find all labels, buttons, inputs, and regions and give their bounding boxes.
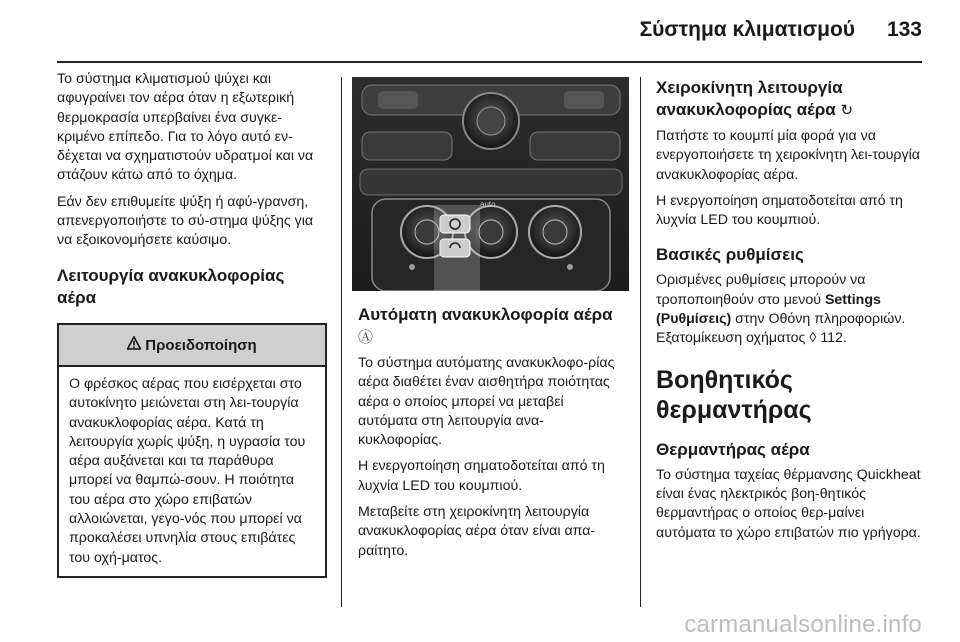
heading-text: Χειροκίνητη λειτουργία ανακυκλοφορίας αέρα	[656, 78, 843, 119]
column-divider	[341, 77, 342, 607]
warning-triangle-icon	[127, 336, 141, 354]
paragraph: Μεταβείτε στη χειροκίνητη λειτουργία ανακυκλοφορίας αέρα όταν είναι απα-ραίτητο.	[358, 504, 596, 559]
auto-recirculation-icon: Ⓐ	[358, 329, 374, 346]
page-header	[0, 0, 960, 62]
page-number: 133	[886, 18, 922, 41]
section-heading	[358, 304, 625, 349]
paragraph: Η ενεργοποίηση σηματοδοτείται από τη λυχνία LED του κουμπιού.	[358, 458, 605, 494]
paragraph: Το σύστημα κλιματισμού ψύχει και αφυγραίνει τον αέρα όταν η εξωτερική θερμοκρασία υπερβαίνει ένα συγκε-κριμένο επίπεδο. Για το λόγο αυτό εν-δέχεται να σχηματιστούν υδρατμοί και να στάζουν κάτω από το όχημα.	[57, 71, 314, 184]
column-divider	[640, 77, 641, 607]
column-1	[57, 70, 327, 314]
watermark: carmanualsonline.info	[684, 611, 922, 638]
section-heading: Θερμαντήρας αέρα	[656, 439, 810, 459]
heading-text: Αυτόματη ανακυκλοφορία αέρα	[358, 305, 613, 324]
recirculation-icon: ↻	[840, 102, 854, 119]
paragraph: Πατήστε το κουμπί μία φορά για να ενεργοποιήσετε τη χειροκίνητη λει-τουργία ανακυκλοφορίας αέρα.	[656, 128, 920, 183]
warning-text: Ο φρέσκος αέρας που εισέρχεται στο αυτοκίνητο μειώνεται στη λει-τουργία ανακυκλοφορίας αέρα. Κατά τη λειτουργία χωρίς ψύξη, η υγρασία του αέρα αυξάνεται και τα παράθυρα μπορεί να θαμπώ-σουν. Η ποιότητα του αέρα στο χώρο επιβατών αλλοιώνεται, γεγο-νός που μπορεί να προκαλέσει υπνηλία στους επιβάτες του οχή-ματος.	[69, 376, 306, 566]
settings-menu-name: Settings (Ρυθμίσεις)	[656, 291, 881, 328]
page-title: Σύστημα κλιματισμού	[639, 18, 855, 41]
paragraph: Το σύστημα αυτόματης ανακυκλοφο-ρίας αέρα διαθέτει έναν αισθητήρα ποιότητας αέρα ο οποίος μπορεί να μεταβεί αυτόματα στη λειτουργία ανα-κυκλοφορίας.	[358, 355, 615, 449]
paragraph: Το σύστημα ταχείας θέρμανσης Quickheat είναι ένας ηλεκτρικός βοη-θητικός θερμαντήρας ο οποίος θερ-μαίνει αυτόματα το χώρο επιβατών πιο γρήγορα.	[656, 466, 921, 541]
warning-box	[57, 323, 327, 578]
column-2	[358, 304, 625, 568]
paragraph: Η ενεργοποίηση σηματοδοτείται από τη λυχνία LED του κουμπιού.	[656, 192, 903, 229]
warning-header	[59, 325, 325, 367]
section-heading	[656, 77, 922, 122]
section-heading: Λειτουργία ανακυκλοφορίας αέρα	[57, 265, 285, 307]
header-rule	[57, 61, 922, 63]
section-heading: Βασικές ρυθμίσεις	[656, 245, 804, 265]
climate-control-photo	[352, 77, 629, 291]
column-3	[656, 77, 922, 550]
photo-label: auto	[480, 200, 496, 209]
page-reference: 112.	[820, 330, 847, 347]
warning-title: Προειδοποίηση	[145, 336, 257, 354]
page-reference-icon: ◊	[809, 330, 817, 347]
paragraph: Ορισμένες ρυθμίσεις μπορούν να τροποποιηθούν στο μενού Settings (Ρυθμίσεις) στην Οθόνη πληροφοριών. Εξατομίκευση οχήματος ◊ 112.	[656, 272, 906, 347]
chapter-heading: Βοηθητικός θερμαντήρας	[656, 365, 812, 424]
paragraph: Εάν δεν επιθυμείτε ψύξη ή αφύ-γρανση, απενεργοποιήστε το σύ-στημα ψύξης για να εξοικονομήσετε καύσιμο.	[57, 193, 314, 249]
